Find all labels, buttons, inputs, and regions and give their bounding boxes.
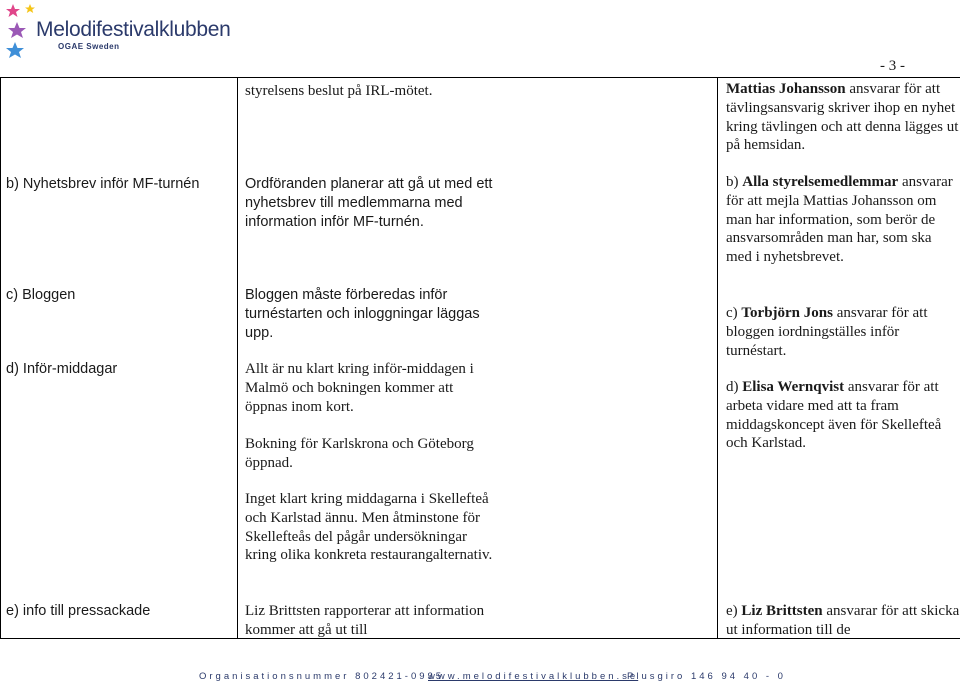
logo [6,2,231,64]
plusgiro: Plusgiro 146 94 40 - 0 [627,671,786,682]
discussion-text: Bloggen måste förberedas inför turnéstarten och inloggningar läggas upp. [245,287,480,341]
minutes-table [0,77,960,639]
logo-subtitle: OGAE Sweden [58,42,120,51]
action-d [726,378,960,453]
action-column [718,78,960,639]
action-e [726,602,960,640]
discussion-text: Liz Brittsten rapporterar att information kommer att gå ut till [245,603,485,638]
discussion-text: Allt är nu klart kring inför-middagen i Malmö och bokningen kommer att öppnas inom kort. [245,361,474,415]
responsible-name: Liz Brittsten [741,603,823,619]
table-row [1,78,960,639]
discussion-text: Ordföranden planerar att gå ut med ett nyhetsbrev till medlemmarna med information inför MF-turnén. [245,176,493,230]
logo-name: Melodifestivalklubben [36,18,231,41]
responsible-name: Alla styrelsemedlemmar [742,174,899,190]
action-prefix: e) [726,603,742,619]
responsible-name: Mattias Johansson [726,81,846,97]
action-prefix: b) [726,174,743,190]
action-text: ansvarar för att bloggen iordningställes inför turnéstart. [726,305,928,359]
topic-column [1,78,238,639]
action-text: ansvarar för att arbeta vidare med att ta fram middagskoncept även för Skellefteå och Karlstad. [726,379,942,452]
topic-c: c) Bloggen [6,287,76,303]
topic-e: e) info till pressackade [6,603,151,619]
action-text: ansvarar för att mejla Mattias Johansson om man har information, som berör de ansvarsområden man har, som ska med i nyhetsbrevet. [726,174,953,266]
action-a [726,80,960,155]
action-text: ansvarar för att skicka ut information till de [726,603,960,638]
topic-b: b) Nyhetsbrev inför MF-turnén [6,176,200,192]
discussion-column [238,78,718,639]
responsible-name: Torbjörn Jons [741,305,833,321]
action-text: ansvarar för att tävlingsansvarig skriver ihop en nyhet kring tävlingen och att denna lägges ut på hemsidan. [726,81,959,154]
action-b [726,173,960,267]
action-prefix: c) [726,305,742,321]
discussion-text: Bokning för Karlskrona och Göteborg öppnad. [245,436,474,471]
website-link[interactable]: www.melodifestivalklubben.se [428,671,639,682]
discussion-text: styrelsens beslut på IRL-mötet. [245,83,433,99]
responsible-name: Elisa Wernqvist [742,379,845,395]
discussion-text: Inget klart kring middagarna i Skellefteå och Karlstad ännu. Men åtminstone för Skellefteås del pågår undersökningar kring olika konkreta restaurangalternativ. [245,491,493,564]
action-prefix: d) [726,379,743,395]
page-number: - 3 - [880,58,905,74]
topic-d: d) Inför-middagar [6,361,118,377]
action-c [726,304,960,360]
org-number: Organisationsnummer 802421-0935 [199,671,445,682]
